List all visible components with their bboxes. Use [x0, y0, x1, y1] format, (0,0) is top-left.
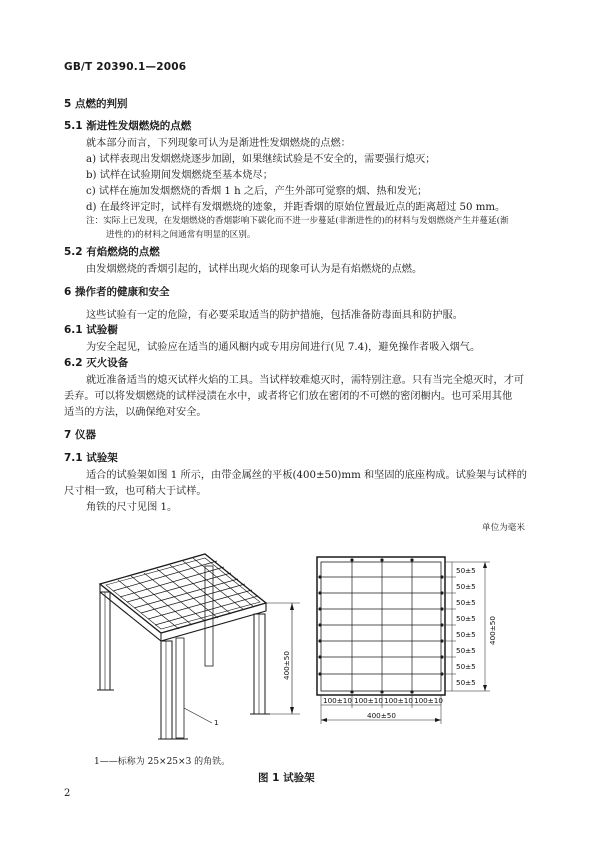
callout-number: 1 — [214, 718, 219, 727]
list-item-c: c) 试样在施加发烟燃烧的香烟 1 h 之后，产生外部可觉察的烟、热和发光； — [86, 186, 428, 197]
section-6-2-line-2: 丢弃。可以将发烟燃烧的试样浸渍在水中，或者将它们放在密闭的不可燃的密闭橱内。也可采用其他 — [64, 391, 513, 402]
section-5-1-intro: 就本部分而言，下列现象可认为是渐进性发烟燃烧的点燃： — [86, 138, 351, 149]
section-5-2-text: 由发烟燃烧的香烟引起的，试样出现火焰的现象可认为是有焰燃烧的点燃。 — [86, 264, 423, 275]
section-6-2-line-1: 就近准备适当的熄灭试样火焰的工具。当试样较难熄灭时，需特别注意。只有当完全熄灭时，才可 — [86, 375, 525, 386]
plan-height-dim-label: 400±50 — [488, 616, 497, 645]
section-7-1-line-3: 角铁的尺寸见图 1。 — [86, 502, 178, 513]
note-line-2: 进性的)的材料之间通常有明显的区别。 — [106, 230, 256, 240]
section-5-2-title: 5.2 有焰燃烧的点燃 — [64, 246, 160, 258]
section-7-1-line-1: 适合的试验架如图 1 所示，由带金属丝的平板(400±50)mm 和坚固的底座构成。试验架与试样的 — [86, 470, 527, 481]
section-7-1-title: 7.1 试验架 — [64, 452, 118, 464]
section-7-title: 7 仪器 — [64, 429, 96, 441]
section-7-1-line-2: 尺寸相一致，也可稍大于试样。 — [64, 486, 207, 497]
units-note: 单位为毫米 — [482, 523, 525, 533]
rack-plan-drawing — [214, 557, 497, 727]
section-6-1-title: 6.1 试验橱 — [64, 324, 118, 336]
section-5-title: 5 点燃的判别 — [64, 98, 128, 110]
note-line-1: 注：实际上已发现，在发烟燃烧的香烟影响下碳化而不进一步蔓延(非渐进性的)的材料与发烟燃烧产生并蔓延(渐 — [86, 216, 509, 226]
row-dim-label: 50±5 — [456, 614, 476, 623]
row-dim-label: 50±5 — [456, 566, 476, 575]
section-6-2-line-3: 适当的方法，以确保绝对安全。 — [64, 407, 207, 418]
section-6-2-title: 6.2 灭火设备 — [64, 357, 129, 369]
row-dim-label: 50±5 — [456, 630, 476, 639]
figure-legend: 1——标称为 25×25×3 的角铁。 — [94, 757, 231, 767]
row-dim-label: 50±5 — [456, 598, 476, 607]
col-dim-label: 100±10 — [354, 696, 383, 705]
col-dim-label: 100±10 — [384, 696, 413, 705]
row-dim-label: 50±5 — [456, 662, 476, 671]
figure-caption: 图 1 试验架 — [258, 772, 315, 784]
page-number: 2 — [64, 788, 71, 799]
section-5-1-title: 5.1 渐进性发烟燃烧的点燃 — [64, 120, 192, 132]
row-dim-label: 50±5 — [456, 582, 476, 591]
height-dim-label: 400±50 — [282, 651, 291, 680]
col-dim-label: 100±10 — [414, 696, 443, 705]
standard-number: GB/T 20390.1—2006 — [64, 61, 187, 73]
section-6-title: 6 操作者的健康和安全 — [64, 286, 170, 298]
list-item-b: b) 试样在试验期间发烟燃烧至基本烧尽； — [86, 170, 273, 181]
list-item-a: a) 试样表现出发烟燃烧逐步加剧，如果继续试验是不安全的，需要强行熄灭； — [86, 154, 436, 165]
width-dim-label: 400±50 — [367, 711, 396, 720]
list-item-d: d) 在最终评定时，试样有发烟燃烧的迹象，并距香烟的原始位置最近点的距离超过 50 mm。 — [86, 202, 506, 213]
section-6-intro: 这些试验有一定的危险，有必要采取适当的防护措施，包括准备防毒面具和防护服。 — [86, 310, 463, 321]
section-6-1-text: 为安全起见，试验应在适当的通风橱内或专用房间进行(见 7.4)，避免操作者吸入烟气。 — [86, 342, 481, 353]
col-dim-label: 100±10 — [323, 696, 352, 705]
row-dim-label: 50±5 — [456, 646, 476, 655]
row-dim-label: 50±5 — [456, 678, 476, 687]
